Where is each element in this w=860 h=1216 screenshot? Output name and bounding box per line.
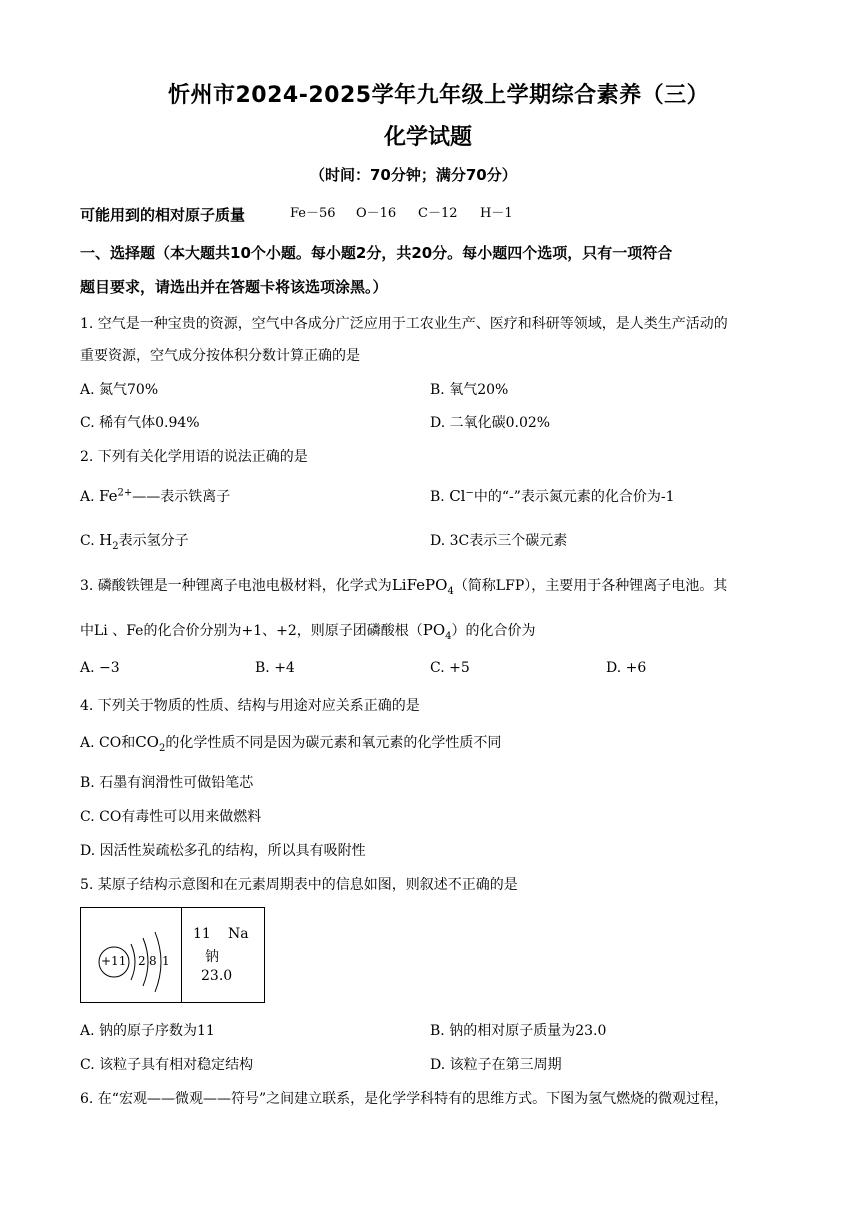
q4-option-d: D. 因活性炭疏松多孔的结构，所以具有吸附性	[80, 843, 366, 859]
shell-electrons-3: 1	[162, 954, 170, 968]
electron-shell-1	[131, 944, 135, 980]
q5-option-d: D. 该粒子在第三周期	[430, 1057, 562, 1073]
q2-option-a: A. $Fe^{2+}——$表示铁离子	[80, 487, 231, 505]
time-info: （时间：70分钟；满分70分）	[310, 166, 517, 184]
q4-stem: 4. 下列关于物质的性质、结构与用途对应关系正确的是	[80, 698, 420, 714]
q2-option-b: B. Cl−中的“-”表示氮元素的化合价为-1	[430, 487, 675, 505]
q1-option-a: A. 氮气70%	[80, 382, 159, 398]
q5-option-a: A. 钠的原子序数为11	[80, 1023, 215, 1039]
q1-option-b: B. 氧气20%	[430, 382, 509, 398]
q5-option-b: B. 钠的相对原子质量为23.0	[430, 1023, 607, 1039]
q3-option-b: B. +4	[255, 660, 295, 676]
shell-electrons-2: 8	[149, 954, 157, 968]
q3-stem-line2: 中Li 、Fe的化合价分别为+1、+2，则原子团磷酸根$(PO_4)$的化合价为	[80, 621, 536, 642]
q3-option-c: C. +5	[430, 660, 470, 676]
q3-option-a: A. −3	[80, 660, 120, 676]
section-heading-line2: 题目要求，请选出并在答题卡将该选项涂黑。）	[80, 278, 388, 296]
atomic-mass-h: H－1	[480, 206, 513, 221]
atomic-mass-fe: Fe－56	[290, 206, 336, 221]
q1-stem-line2: 重要资源，空气成分按体积分数计算正确的是	[80, 348, 360, 364]
element-number: 11	[193, 926, 211, 942]
element-mass: 23.0	[201, 968, 233, 984]
q5-option-c: C. 该粒子具有相对稳定结构	[80, 1057, 254, 1073]
nucleus-charge: +11	[101, 954, 127, 968]
sodium-diagram	[80, 907, 265, 1003]
q1-option-c: C. 稀有气体0.94%	[80, 415, 200, 431]
q6-stem: 6. 在“宏观——微观——符号”之间建立联系，是化学学科特有的思维方式。下图为氢气燃烧的微观过程，	[80, 1091, 729, 1107]
atomic-mass-c: C－12	[418, 206, 458, 221]
section-heading-line1: 一、选择题（本大题共10个小题。每小题2分，共20分。每小题四个选项，只有一项符合	[80, 244, 673, 262]
shell-electrons-1: 2	[138, 954, 146, 968]
q2-option-d: D. 3C表示三个碳元素	[430, 533, 568, 549]
q1-stem-line1: 1. 空气是一种宝贵的资源，空气中各成分广泛应用于工农业生产、医疗和科研等领域，是人类生产活动的	[80, 316, 728, 332]
q3-stem-line1: 3. 磷酸铁锂是一种锂离子电池电极材料，化学式为LiFePO$_4$（简称LFP），主要用于各种锂离子电池。其	[80, 576, 728, 597]
element-name: 钠	[205, 949, 219, 965]
q2-stem: 2. 下列有关化学用语的说法正确的是	[80, 449, 308, 465]
element-symbol: Na	[228, 926, 249, 942]
page-subtitle: 化学试题	[384, 125, 473, 150]
atomic-mass-label: 可能用到的相对原子质量	[80, 206, 246, 224]
q1-option-d: D. 二氧化碳0.02%	[430, 415, 551, 431]
q4-option-a: A. CO和$CO_2$的化学性质不同是因为碳元素和氧元素的化学性质不同	[80, 733, 502, 754]
q4-option-b: B. 石墨有润滑性可做铅笔芯	[80, 775, 254, 791]
page-title: 忻州市2024-2025学年九年级上学期综合素养（三）	[168, 83, 710, 108]
q4-option-c: C. CO有毒性可以用来做燃料	[80, 809, 262, 825]
q2-option-c: C. $H_2$表示氢分子	[80, 531, 189, 552]
atomic-mass-o: O－16	[356, 206, 397, 221]
diagram-divider	[181, 908, 182, 1002]
q5-stem: 5. 某原子结构示意图和在元素周期表中的信息如图，则叙述不正确的是	[80, 877, 518, 893]
q3-option-d: D. +6	[606, 660, 647, 676]
